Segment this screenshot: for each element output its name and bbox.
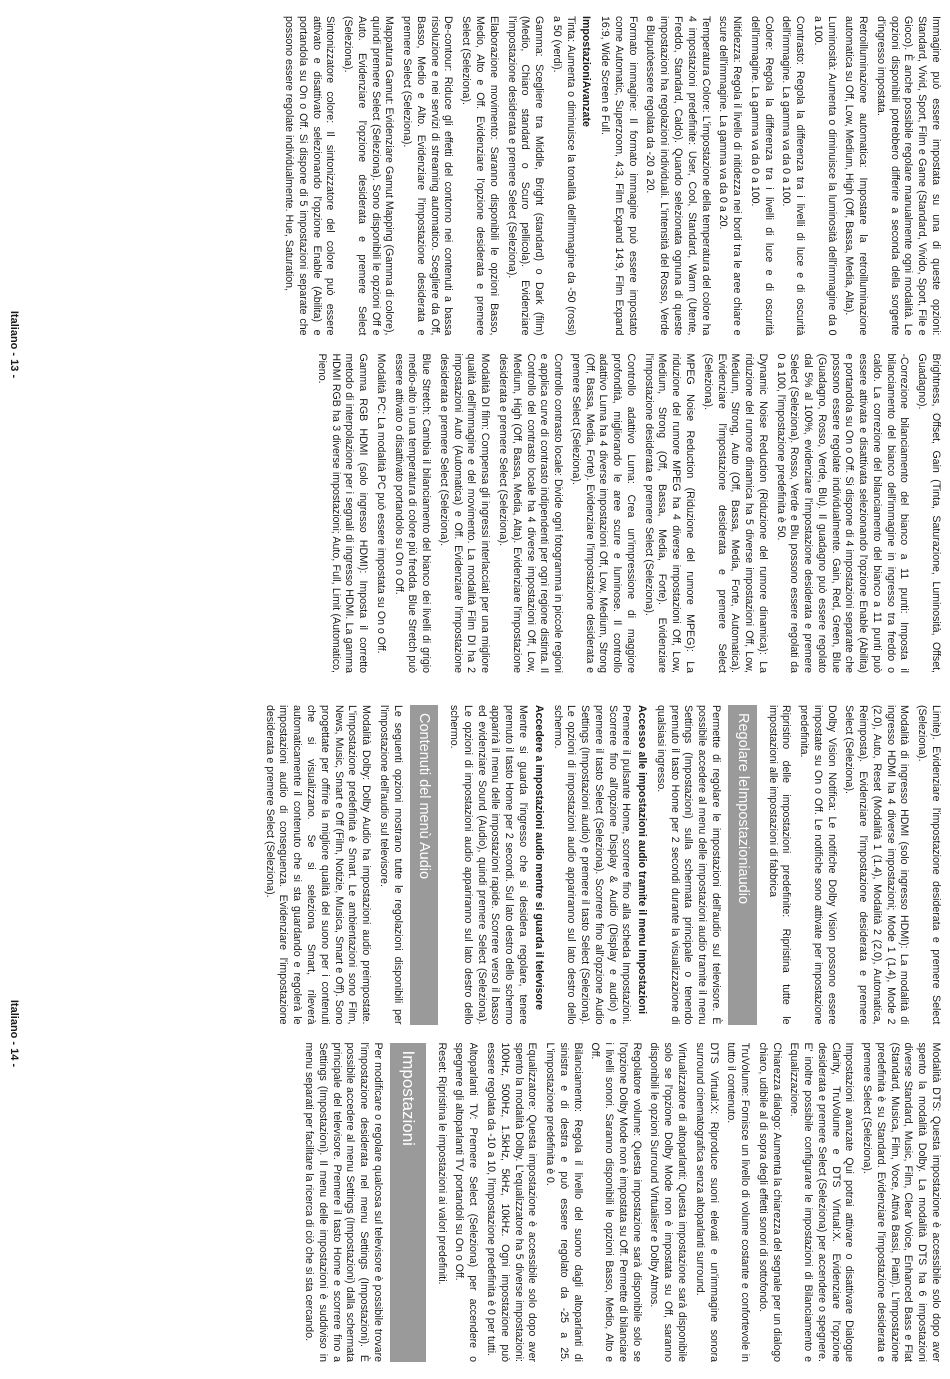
page-14-column-right [40, 1043, 942, 1363]
paragraph: Regolatore volume: Questa impostazione sarà disponibile solo se l'opzione Dolby Mode non è impostata su Off. Permette di bilanciare i livelli sonori. Saranno disponibili le opzioni Basso, Medio, Alto e Off. [589, 1042, 643, 1362]
page-number: Italiano - 13 - [8, 310, 20, 379]
paragraph: Le seguenti opzioni mostrano tutte le regolazioni disponibili per l'impostazione dell'audio sul televisore. [377, 705, 404, 1025]
paragraph: Modalità di ingresso HDMI (solo ingresso HDMI): La modalità di ingresso HDMI ha 4 diverse impostazioni; Mode 1 (1.4), Mode 2 (2.0), Auto, Reset (Modalità 1 (1.4), Modalità 2 (2.0), Automatica, Reimposta). Evidenziare l'impostazione desiderata e premere Select (Seleziona). [843, 705, 911, 1025]
paragraph: Gamma: Scegliere tra Middle, Bright (standard) o Dark (film) (Medio, Chiaro standard o Scuro pellicola). Evidenziare l'impostazione desiderata e premere Select (Seleziona). [505, 16, 546, 336]
paragraph: Modalità DTS: Questa impostazione è accessibile solo dopo aver spento la modalità Dolby. La modalità DTS ha 6 impostazioni diverse Standard, Music, Film, Clear Voice, Enhanced Bass e Flat (Standard, Musica, Film, Voce, Attiva Bassi, Piatti). L'impostazione predefinita è su Standard. Evidenziare l'impostazione desiderata e premere Select (Seleziona). [861, 1042, 942, 1362]
paragraph: Permette di regolare le impostazioni dell'audio sul televisore. È possibile accedere al menu delle impostazioni audio tramite il menu Settings (Impostazioni) sulla schermata principale o tenendo premuto il tasto Home per 2 secondi durante la visualizzazione di qualsiasi ingresso. [654, 705, 722, 1025]
paragraph: Formato immagine: Il formato immagine può essere impostato come Automatic, Superzoom, 4:3, Film Expand 14:9, Film Expand 16:9, Wide Screen e Full. [599, 16, 639, 336]
section-heading: Impostazioni [390, 1043, 426, 1363]
paragraph: Controllo adattivo Luma: Crea un'impressione di maggiore profondità, migliorando le aree scure e luminose. Il controllo adattivo Luma ha 4 diverse impostazioni Off, Low, Medium, Strong (Off, Bassa, Media, Forte). Evidenziare l'impostazione desiderata e premere Select (Seleziona). [569, 353, 637, 673]
paragraph: Contrasto: Regola la differenza tra i livelli di luce e di oscurità dell'immagine. La gamma va da 0 a 100. [780, 16, 807, 336]
section-heading: Regolare leImpostazioniaudio [728, 705, 757, 1025]
paragraph: Chiarezza dialogo: Aumenta la chiarezza del segnale per un dialogo chiaro, udibile al di sopra degli effetti sonori di sottofondo. [756, 1042, 783, 1362]
paragraph: Controllo contrasto locale: Divide ogni fotogramma in piccole regioni e applica curve di contrasto indipendenti per ogni regione distinta. Il Controllo del contrasto locale ha 4 diverse impostazioni Off, Low, Medium, High (Off, Bassa, Media, Alta). Evidenziare l'impostazione desiderata e premere Select (Seleziona). [497, 353, 565, 673]
paragraph: Equalizzatore: Questa impostazione è accessibile solo dopo aver spento la modalità Dolby. L'equalizzatore ha 5 diverse impostazioni: 100Hz, 500Hz, 1.5kHz, 5kHz, 10kHz. Ogni impostazione può essere regolata da -10 a 10, l'impostazione predefinita è 0 per tutti. [485, 1042, 539, 1362]
page-13-column-left [40, 16, 942, 336]
manual-page-13 [0, 0, 950, 689]
paragraph: Impostazioni avanzate Qui potrai attivare o disattivare Dialogue Clarity, TruVolume e DTS Virtual:X. Evidenziare l'opzione desiderata e premere Select (Seleziona) per accendere o spegnere. E' inoltre possibile configurare le impostazioni di Bilanciamento e Equalizzazione. [788, 1042, 856, 1362]
paragraph: TruVolume: Fornisce un livello di volume costante e confortevole in tutto il contenuto. [725, 1042, 752, 1362]
paragraph: Mappatura Gamut: Evidenziare Gamut Mapping (Gamma di colore), quindi premere Select (Seleziona). Sono disponibili le opzioni Off e Auto. Evidenziare l'opzione desiderata e premere Select (Seleziona). [342, 16, 396, 336]
paragraph: Bilanciamento: Regola il livello del suono dagli altoparlanti di sinistra e di destra e può essere regolato da -25 a 25. L'impostazione predefinita è 0. [544, 1042, 584, 1362]
page-number: Italiano - 14 - [8, 999, 20, 1068]
paragraph: Per modificare o regolare qualcosa sul televisore è possibile trovare l'impostazione desiderata nel menu Settings (Impostazioni). È possibile accedere al menu Settings (Impostazioni) dalla schermata principale del televisore. Premere il tasto Home e scorrere fino a Settings (Impostazioni). Il menu delle impostazioni è suddiviso in menu separati per facilitare la ricerca di ciò che si sta cercando. [303, 1042, 384, 1362]
paragraph: Dolby Vision Notifica: Le notifiche Dolby Vision possono essere impostate su On o Off. Le notifiche sono attivate per impostazione predefinita. [798, 705, 838, 1025]
paragraph: Premere il pulsante Home, scorrere fino alla scheda Impostazioni. Scorrere fino all'opzione Display & Audio (Display e audio) e premere il tasto Select (Seleziona). Scorrere fino all'opzione Audio Settings (Impostazioni audio) e premere il tasto Select (Seleziona). Le opzioni di impostazioni audio appariranno sul lato destro dello schermo. [551, 705, 633, 1025]
page-14-column-left [40, 705, 942, 1025]
paragraph: MPEG Noise Reduction (Riduzione del rumore MPEG): La riduzione del rumore MPEG ha 4 diverse impostazioni Off, Low, Medium, Strong (Off, Bassa, Media, Forte). Evidenziare l'impostazione desiderata e premere Select (Seleziona). [642, 353, 696, 673]
paragraph: Colore: Regola la differenza tra i livelli di luce e di oscurità dell'immagine. La gamma va da 0 a 100. [748, 16, 775, 336]
manual-page-14 [0, 689, 950, 1378]
paragraph: Limite). Evidenziare l'impostazione desiderata e premere Select (Seleziona). [916, 705, 942, 1025]
paragraph: Modalità DI film: Compensa gli ingressi interlacciati per una migliore qualità dell'immagine e del movimento. La modalità Film DI ha 2 impostazioni Auto (Automatica) e Off. Evidenziare l'impostazione desiderata e premere Select (Seleziona). [437, 353, 492, 673]
paragraph: Blue Stretch: Cambia il bilanciamento del bianco dei livelli di grigio medio-alto in una temperatura di colore più fredda. Blue Stretch può essere attivato o disattivato portandolo su On o Off. [392, 353, 433, 673]
paragraph: Brightness, Offset, Gain (Tinta, Saturazione, Luminosità, Offset, Guadagno). [916, 353, 942, 673]
section-heading: Contenuti del menù Audio [410, 705, 439, 1025]
paragraph: Mentre si guarda l'ingresso che si desidera regolare, tenere premuto il tasto Home per 2 secondi. Sul lato destro dello schermo apparirà il menu delle impostazioni rapide. Scorrere verso il basso ed evidenziare Sound (Audio), quindi premere Select (Seleziona). Le opzioni di impostazioni audio appariranno sul lato destro dello schermo. [448, 705, 530, 1025]
paragraph: Reset: Ripristina le impostazioni ai valori predefiniti. [435, 1042, 448, 1285]
subheading: Accesso alle impostazioni audio tramite il menu Impostazioni [636, 705, 649, 1015]
paragraph: Immagine può essere impostata su una di queste opzioni: Standard, Vivid, Sport, Film e Game (Standard, Vivido, Sport, File e Gioco). È anche possibile regolare manualmente ogni modalità. Le opzioni disponibili potrebbero differire a seconda della sorgente d'ingresso impostata. [874, 16, 942, 336]
page-13-column-right [40, 354, 942, 674]
paragraph: Virtualizzatore di altoparlanti: Questa impostazione sarà disponibile solo se l'opzione Dolby Mode non è impostata su Off, saranno disponibili le opzioni Surround Virtualiser e Dolby Atmos. [648, 1042, 688, 1362]
paragraph: De-contour: Riduce gli effetti del contorno nei contenuti a bassa risoluzione e nei servizi di streaming automatico. Scegliere da Off, Basso, Medio e Alto. Evidenziare l'impostazione desiderata e premere Select (Seleziona). [401, 16, 455, 336]
paragraph: Sintonizzatore colore: Il sintonizzatore del colore può essere attivato e disattivato selezionando l'opzione Enable (Abilita) e portandola su On o Off. Si dispone di 5 impostazioni separate che possono essere regolate individualmente. Hue, Saturation, [283, 16, 337, 336]
subheading: ImpostazioniAvanzate [580, 16, 593, 127]
paragraph: DTS Virtual:X: Riproduce suoni elevati e un'immagine sonora surround cinematografica senza altoparlanti surround. [693, 1042, 720, 1362]
paragraph: Modalità PC: La modalità PC può essere impostata su On o Off. [374, 353, 387, 654]
paragraph: Altoparlanti TV: Premere Select (Seleziona) per accendere o spegnere gli altoparlanti TV portandoli su On o Off. [453, 1042, 480, 1362]
paragraph: -Correzione bilanciamento del bianco a 11 punti: Imposta il bilanciamento del bianco dell'immagine in ingresso tra freddo o caldo. La correzione del bilanciamento del bianco a 11 punti può essere attivata e disattivata selezionando l'opzione Enable (Abilita) e portandola su On o Off. Si dispone di 4 impostazioni separate che possono essere regolate individualmente. Gain, Red, Green, Blue (Guadagno, Rosso, Verde, Blu). Il guadagno può essere regolato dal 5% al 100%, evidenziare l'impostazione desiderata e premere Select (Seleziona). Rosso, Verde e Blu possono essere regolati da 0 a 100, l'impostazione predefinita è 50. [774, 353, 911, 673]
paragraph: Tinta: Aumenta o diminuisce la tonalità dell'immagine da -50 (rossi) a 50 (verdi). [550, 16, 577, 336]
paragraph: Elaborazione movimento: Saranno disponibili le opzioni Basso, Medio, Alto e Off. Evidenziare l'opzione desiderata e premere Select (Seleziona). [460, 16, 500, 336]
paragraph: Ripristino delle impostazioni predefinite: Ripristina tutte le impostazioni alle impostazioni di fabbrica [766, 705, 793, 1025]
paragraph: Gamma RGB HDMI (solo ingresso HDMI): Imposta il corretto metodo di interpolazione per i segnali di ingresso HDMI. La gamma HDMI RGB ha 3 diverse impostazioni; Auto, Full, Limit (Automatico, Pieno. [315, 353, 370, 673]
paragraph: Modalità Dolby: Dolby Audio ha impostazioni audio preimpostate. L'impostazione predefinita è Smart. Le ambientazioni sono Film, News, Music, Smart e Off (Film, Notizie, Musica, Smart e Off). Sono progettate per offrire la migliore qualità del suono per i contenuti che si visualizzano. Se si seleziona Smart, rileverà automaticamente il contenuto che si sta guardando e regolerà le impostazioni audio di conseguenza. Evidenziare l'impostazione desiderata e premere Select (Seleziona). [263, 705, 373, 1025]
paragraph: Nitidezza: Regola il livello di nitidezza nei bordi tra le aree chiare e scure dell'immagine. La gamma va da 0 a 20. [717, 16, 744, 336]
paragraph: Dynamic Noise Reduction (Riduzione del rumore dinamica): La riduzione del rumore dinamica ha 5 diverse impostazioni Off, Low, Medium, Strong, Auto (Off, Bassa, Media, Forte, Automatica). Evidenziare l'impostazione desiderata e premere Select (Seleziona). [701, 353, 769, 673]
subheading: Accedere a impostazioni audio mentre si guarda il televisore [532, 705, 545, 1010]
paragraph: Retroilluminazione automatica: Impostare la retroilluminazione automatica su Off, Low, Medium, High (Off, Bassa, Media, Alta). [843, 16, 870, 336]
paragraph: Temperatura Colore: L'impostazione della temperatura del colore ha 4 impostazioni predefinite: User, Cool, Standard, Warm (Utente, Freddo, Standard, Caldo). Quando selezionata ognuna di queste impostazioni ha regolazioni individuali. L'intensità del Rosso, Verde e Bluputòessere regolata da -20 a 20. [644, 16, 712, 336]
paragraph: Luminosità: Aumenta o diminuisce la luminosità dell'immagine da 0 a 100. [811, 16, 838, 336]
